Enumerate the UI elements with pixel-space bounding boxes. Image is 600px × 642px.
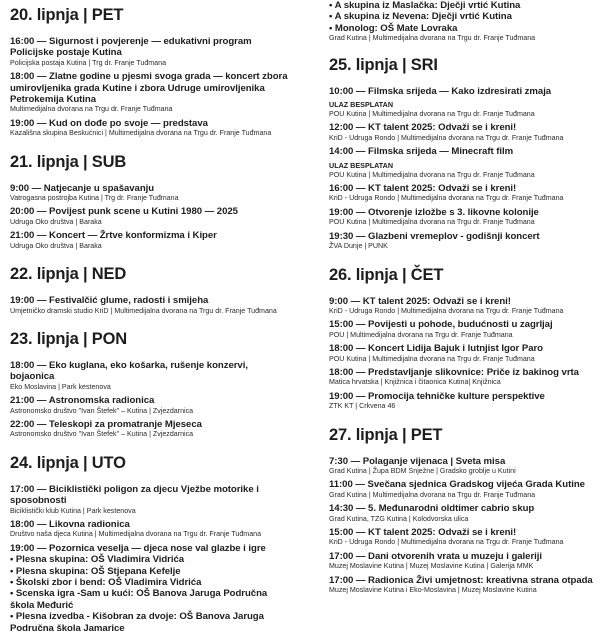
- event-venue: KriD - Udruga Rondo | Multimedijalna dvorana na Trgu dr. Franje Tuđmana: [329, 538, 564, 547]
- event-venue: ŽVA Dunje | PUNK: [329, 242, 388, 251]
- day-block: [10, 147, 294, 251]
- event-title: 18:00 — Eko kuglana, eko košarka, rušenje konzervi, bojaonica: [10, 359, 248, 383]
- event-title: 16:00 — KT talent 2025: Odvaži se i kreni!: [329, 183, 517, 195]
- free-entry-note: ULAZ BESPLATAN: [329, 100, 394, 110]
- event-title: 20:00 — Povijest punk scene u Kutini 1980 — 2025: [10, 206, 238, 218]
- event-item: [329, 503, 595, 524]
- event-venue: Astronomsko društvo "Ivan Štefek" – Kutina | Zvjezdarnica: [10, 430, 194, 439]
- bullet-item: [329, 23, 595, 44]
- continued-block: [329, 0, 595, 44]
- event-title: 18:00 — Zlatne godine u pjesmi svoga grada — koncert zbora umirovljenika grada Kutine i zbora Udruge umirovljenika Petrokemija Kutina: [10, 71, 288, 106]
- day-heading: 24. lipnja | UTO: [10, 453, 126, 472]
- event-title: 17:00 — Dani otvorenih vrata u muzeju i galeriji: [329, 550, 542, 562]
- event-item: [10, 118, 294, 139]
- event-venue: POU Kutina | Multimedijalna dvorana na Trgu dr. Franje Tuđmana: [329, 110, 535, 119]
- event-title: 18:00 — Koncert Lidija Bajuk i lutnjist Igor Paro: [329, 343, 543, 355]
- event-item: [10, 230, 294, 251]
- event-venue: Astronomsko društvo "Ivan Štefek" – Kutina | Zvjezdarnica: [10, 406, 194, 415]
- event-venue: Grad Kutina | Multimedijalna dvorana na Trgu dr. Franje Tuđmana: [329, 34, 536, 43]
- event-item: [329, 146, 595, 180]
- day-heading: 20. lipnja | PET: [10, 6, 124, 24]
- event-title: 7:30 — Polaganje vijenaca | Sveta misa: [329, 455, 506, 467]
- bullet-text: • Plesna skupina: OŠ Vladimira Vidrića: [10, 554, 185, 566]
- event-title: 22:00 — Teleskopi za promatranje Mjeseca: [10, 418, 202, 430]
- event-item: [10, 395, 294, 416]
- event-title: 14:00 — Filmska srijeda — Minecraft film: [329, 146, 514, 158]
- bullet-item: [329, 11, 595, 22]
- event-title: 9:00 — KT talent 2025: Odvaži se i kreni!: [329, 295, 511, 307]
- right-column: [329, 0, 595, 603]
- event-item: [10, 360, 294, 392]
- day-block: [10, 0, 294, 139]
- free-entry-note: ULAZ BESPLATAN: [329, 160, 394, 170]
- event-title: 10:00 — Filmska srijeda — Kako izdresirati zmaja: [329, 85, 552, 97]
- event-item: [329, 296, 595, 317]
- bullet-text: • Scenska igra -Sam u kući: OŠ Banova Jaruga Područna škola Međurić: [10, 588, 268, 611]
- event-item: [10, 419, 294, 440]
- event-venue: Multimedijalna dvorana na Trgu dr. Franje Tuđmana: [10, 105, 173, 114]
- event-item: [329, 231, 595, 252]
- event-item: [329, 575, 595, 596]
- event-title: 19:00 — Festivalčić glume, radosti i smijeha: [10, 295, 209, 307]
- bullet-item: [10, 577, 294, 588]
- event-item: [329, 122, 595, 143]
- event-item: [329, 551, 595, 572]
- event-item: [10, 206, 294, 227]
- event-venue: Grad Kutina | Multimedijalna dvorana na Trgu dr. Franje Tuđmana: [329, 490, 536, 499]
- event-item: [10, 183, 294, 204]
- event-venue: Kazališna skupina Beskućnici | Multimedijalna dvorana na Trgu dr. Franje Tuđmana: [10, 129, 272, 138]
- event-item: [329, 86, 595, 120]
- bullet-text: • A skupina iz Nevena: Dječji vrtić Kutina: [329, 11, 512, 23]
- bullet-text: • Školski zbor i bend: OŠ Vladimira Vidrića: [10, 577, 202, 588]
- event-item: [329, 367, 595, 388]
- event-venue: POU Kutina | Multimedijalna dvorana na Trgu dr. Franje Tuđmana: [329, 354, 535, 363]
- day-block: [329, 260, 595, 412]
- event-title: 19:00 — Otvorenje izložbe s 3. likovne kolonije: [329, 206, 539, 218]
- event-item: [329, 391, 595, 412]
- bullet-item: [329, 0, 595, 11]
- event-title: 21:00 — Astronomska radionica: [10, 395, 155, 407]
- event-item: [10, 543, 294, 554]
- event-item: [329, 527, 595, 548]
- day-heading: 25. lipnja | SRI: [329, 55, 438, 74]
- event-title: 16:00 — Sigurnost i povjerenje — edukativni program Policijske postaje Kutina: [10, 36, 252, 59]
- event-item: [329, 183, 595, 204]
- event-title: 14:30 — 5. Međunarodni oldtimer cabrio skup: [329, 503, 535, 515]
- event-title: 18:00 — Likovna radionica: [10, 518, 130, 530]
- day-heading: 27. lipnja | PET: [329, 425, 443, 444]
- event-venue: KriD - Udruga Rondo | Multimedijalna dvorana na Trgu dr. Franje Tuđmana: [329, 133, 564, 142]
- event-venue: Vatrogasna postrojba Kutina | Trg dr. Franje Tuđmana: [10, 194, 179, 203]
- event-venue: Eko Moslavina | Park kestenova: [10, 382, 111, 391]
- event-venue: POU | Multimedijalna dvorana na Trgu dr. Franje Tuđmana: [329, 330, 513, 339]
- day-heading: 21. lipnja | SUB: [10, 152, 127, 171]
- event-venue: Policijska postaja Kutina | Trg dr. Franje Tuđmana: [10, 58, 167, 67]
- bullet-text: • Monolog: OŠ Mate Lovraka: [329, 22, 458, 34]
- event-title: 18:00 — Predstavljanje slikovnice: Priče iz bakinog vrta: [329, 366, 579, 378]
- event-title: 17:00 — Radionica Živi umjetnost: kreativna strana otpada: [329, 574, 593, 586]
- event-venue: Grad Kutina | Župa BDM Snježne | Gradsko groblje u Kutini: [329, 466, 516, 475]
- event-venue: Udruga Oko društva | Baraka: [10, 217, 102, 226]
- event-venue: POU Kutina | Multimedijalna dvorana na Trgu dr. Franje Tuđmana: [329, 170, 535, 179]
- bullet-item: [10, 611, 294, 634]
- event-venue: POU Kutina | Multimedijalna dvorana na Trgu dr. Franje Tuđmana: [329, 218, 535, 227]
- event-title: 19:00 — Kud on dođe po svoje — predstava: [10, 117, 208, 129]
- day-block: [329, 420, 595, 596]
- bullet-item: [10, 588, 294, 611]
- event-item: [329, 319, 595, 340]
- event-venue: KriD - Udruga Rondo | Multimedijalna dvorana na Trgu dr. Franje Tuđmana: [329, 306, 564, 315]
- day-block: [10, 324, 294, 440]
- event-title: 9:00 — Natjecanje u spašavanju: [10, 182, 155, 194]
- event-title: 12:00 — KT talent 2025: Odvaži se i kreni!: [329, 122, 517, 134]
- event-title: 19:30 — Glazbeni vremeplov - godišnji koncert: [329, 230, 540, 242]
- event-item: [329, 343, 595, 364]
- event-title: 15:00 — Povijesti u pohode, budućnosti u zagrljaj: [329, 319, 553, 331]
- event-venue: Muzej Moslavine Kutina | Muzej Moslavine Kutina | Galerija MMK: [329, 562, 534, 571]
- bullet-text: • A skupina iz Maslačka: Dječji vrtić Kutina: [329, 0, 521, 11]
- left-column: [10, 0, 294, 642]
- event-item: [329, 479, 595, 500]
- event-venue: ZTK KT | Crkvena 46: [329, 402, 396, 411]
- event-item: [10, 519, 294, 540]
- event-title: 15:00 — KT talent 2025: Odvaži se i kreni!: [329, 527, 517, 538]
- bullet-text: • Plesna skupina: OŠ Stjepana Kefelje: [10, 565, 181, 577]
- bullet-item: [10, 554, 294, 565]
- day-block: [329, 50, 595, 252]
- event-venue: Grad Kutina, TZG Kutina | Kolodvorska ulica: [329, 514, 469, 523]
- event-item: [329, 207, 595, 228]
- day-block: [10, 448, 294, 634]
- event-title: 19:00 — Promocija tehničke kulture perspektive: [329, 390, 545, 402]
- event-title: 17:00 — Biciklistički poligon za djecu Vježbe motorike i sposobnosti: [10, 483, 259, 507]
- day-heading: 22. lipnja | NED: [10, 265, 127, 284]
- event-venue: Biciklistički klub Kutina | Park kestenova: [10, 506, 136, 515]
- event-title: 11:00 — Svečana sjednica Gradskog vijeća Grada Kutine: [329, 479, 585, 491]
- event-venue: Muzej Moslavine Kutina i Eko-Moslavina | Muzej Moslavine Kutina: [329, 586, 537, 595]
- event-title: 19:00 — Pozornica veselja — djeca nose val glazbe i igre: [10, 542, 266, 554]
- event-item: [10, 295, 294, 316]
- day-heading: 26. lipnja | ČET: [329, 265, 444, 284]
- event-venue: Društvo naša djeca Kutina | Multimedijalna dvorana na Trgu dr. Franje Tuđmana: [10, 530, 262, 539]
- event-venue: KriD - Udruga Rondo | Multimedijalna dvorana na Trgu dr. Franje Tuđmana: [329, 194, 564, 203]
- event-title: 21:00 — Koncert — Žrtve konformizma i Kiper: [10, 230, 217, 242]
- bullet-item: [10, 566, 294, 577]
- event-venue: Matica hrvatska | Knjižnica i čitaonica Kutina| Knjižnica: [329, 378, 501, 387]
- event-venue: Udruga Oko društva | Baraka: [10, 241, 102, 250]
- event-venue: Umjetničko dramski studio KriD | Multimedijalna dvorana na Trgu dr. Franje Tuđmana: [10, 306, 277, 315]
- bullet-text: • Plesna izvedba - Kišobran za dvoje: OŠ Banova Jaruga Područna škola Jamarice: [10, 611, 264, 634]
- day-block: [10, 259, 294, 316]
- day-heading: 23. lipnja | PON: [10, 329, 127, 348]
- event-item: [10, 36, 294, 68]
- event-item: [10, 484, 294, 516]
- event-item: [329, 456, 595, 477]
- event-item: [10, 71, 294, 115]
